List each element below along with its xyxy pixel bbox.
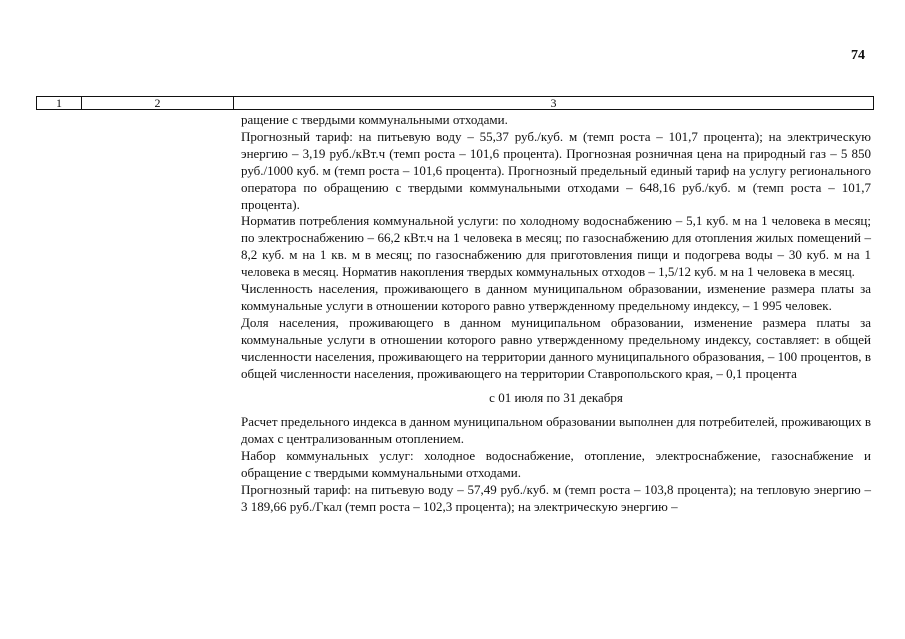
paragraph-continuation: ращение с твердыми коммунальными отходами. [241,112,508,127]
paragraph-population-share: Доля населения, проживающего в данном муниципальном образовании, изменение размера платы за коммунальные услуги в отношении которого равно утвержденному предельному индексу, составляет: в общей численности населения, проживающего на территории данного муниципального образования, – 100 процентов, в общей численности населения, проживающего на территории Ставропольского края, – 0,1 процента [241,314,871,381]
column-number-1: 1 [37,97,82,109]
paragraph-index-calculation: Расчет предельного индекса в данном муниципальном образовании выполнен для потребителей, проживающих в домах с централизованным отоплением. [241,414,871,447]
section-heading: с 01 июля по 31 декабря [489,389,623,405]
table-column-header [36,96,874,110]
paragraph-tariff-forecast-2: Прогнозный тариф: на питьевую воду – 57,49 руб./куб. м (темп роста – 103,8 процента); на тепловую энергию – 3 189,66 руб./Гкал (темп роста – 102,3 процента); на электрическую энергию – [241,482,871,514]
column-number-3: 3 [550,96,557,110]
paragraph-tariff-forecast: Прогнозный тариф: на питьевую воду – 55,37 руб./куб. м (темп роста – 101,7 процента); на электрическую энергию – 3,19 руб./кВт.ч (темп роста – 101,6 процента). Прогнозная розничная цена на природный газ – 5 850 руб./1000 куб. м (темп роста – 101,6 процента). Прогнозный предельный единый тариф на услугу регионального оператора по обращению с твердыми коммунальными отходами – 648,16 руб./куб. м (темп роста – 101,7 процента). [241,128,871,212]
document-body [241,112,871,516]
column-number-2: 2 [82,97,234,109]
paragraph-population-count: Численность населения, проживающего в данном муниципальном образовании, изменение размера платы за коммунальные услуги в отношении которого равно утвержденному предельному индексу, – 1 995 человек. [241,281,871,313]
page-number: 74 [851,48,865,63]
paragraph-consumption-norm: Норматив потребления коммунальной услуги: по холодному водоснабжению – 5,1 куб. м на 1 человека в месяц; по электроснабжению – 66,2 кВт.ч на 1 человека в месяц; по газоснабжению для отопления жилых помещений – 8,2 куб. м на 1 кв. м в месяц; по газоснабжению для приготовления пищи и подогрева воды – 30 куб. м на 1 человека в месяц. Норматив накопления твердых коммунальных отходов – 1,5/12 куб. м на 1 человека в месяц. [241,213,871,280]
paragraph-service-set: Набор коммунальных услуг: холодное водоснабжение, отопление, электроснабжение, газоснабжение и обращение с твердыми коммунальными отходами. [241,448,871,481]
